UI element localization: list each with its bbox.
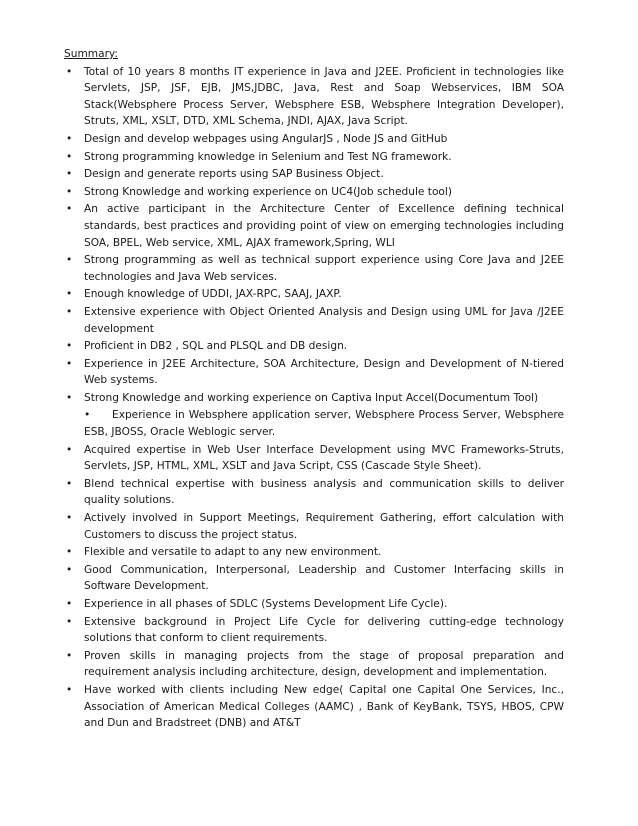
bullet-icon: •: [66, 563, 73, 576]
bullet-icon: •: [66, 477, 73, 490]
summary-item-6: [64, 201, 564, 251]
summary-item-7: [64, 252, 564, 285]
summary-item-text: Flexible and versatile to adapt to any new environment.: [84, 546, 382, 559]
summary-item-17: [64, 544, 564, 561]
summary-item-text: Blend technical expertise with business analysis and communication skills to deliver quality solutions.: [84, 477, 564, 507]
summary-item-4: [64, 166, 564, 183]
summary-item-2: [64, 131, 564, 148]
summary-item-14: [64, 442, 564, 475]
bullet-icon: •: [66, 598, 73, 610]
summary-item-text: Experience in J2EE Architecture, SOA Architecture, Design and Development of N-tiered Web systems.: [84, 357, 564, 387]
bullet-icon: •: [66, 546, 73, 559]
summary-item-text: Design and develop webpages using AngularJS , Node JS and GitHub: [84, 132, 448, 145]
resume-summary-page: [64, 46, 564, 733]
summary-item-text: Good Communication, Interpersonal, Leadership and Customer Interfacing skills in Software Development.: [84, 563, 564, 593]
summary-item-21: [64, 648, 564, 681]
summary-item-9: [64, 304, 564, 337]
summary-item-18: [64, 562, 564, 595]
bullet-icon: •: [66, 683, 73, 696]
bullet-icon: •: [84, 409, 91, 422]
bullet-icon: •: [66, 512, 73, 525]
summary-bullet-list: [64, 64, 564, 732]
summary-item-text: Design and generate reports using SAP Business Object.: [84, 168, 384, 181]
bullet-icon: •: [66, 254, 73, 267]
bullet-icon: •: [66, 649, 73, 662]
bullet-icon: •: [66, 443, 73, 456]
bullet-icon: •: [66, 357, 73, 370]
summary-item-text: An active participant in the Architecture Center of Excellence defining technical standards, best practices and providing point of view on emerging technologies including SOA, BPEL, Web service, XML, AJAX framework,Spring, WLI: [84, 203, 564, 249]
summary-item-16: [64, 510, 564, 543]
bullet-icon: •: [66, 150, 73, 163]
summary-item-text: Actively involved in Support Meetings, Requirement Gathering, effort calculation with Customers to discuss the project status.: [84, 512, 564, 541]
summary-item-text: Strong Knowledge and working experience on Captiva Input Accel(Documentum Tool): [84, 391, 539, 404]
summary-item-20: [64, 614, 564, 647]
summary-item-text: Total of 10 years 8 months IT experience in Java and J2EE. Proficient in technologies like Servlets, JSP, JSF, EJB, JMS,JDBC, Java, Rest and Soap Webservices, IBM SOA Stack(Websphere Process Server, Websphere ESB, Websphere Integration Developer), Struts, XML, XSLT, DTD, XML Schema, JNDI, AJAX, Java Script.: [84, 65, 564, 128]
summary-item-11: [64, 356, 564, 389]
summary-item-10: [64, 338, 564, 355]
summary-item-text: Experience in all phases of SDLC (Systems Development Life Cycle).: [84, 598, 448, 610]
summary-heading: Summary:: [64, 48, 118, 60]
bullet-icon: •: [66, 615, 73, 628]
summary-item-text: Proven skills in managing projects from the stage of proposal preparation and requirement analysis including architecture, design, development and implementation.: [84, 649, 564, 679]
summary-item-19: [64, 596, 564, 613]
summary-item-3: [64, 149, 564, 166]
summary-item-8: [64, 286, 564, 303]
summary-item-text: Extensive background in Project Life Cycle for delivering cutting-edge technology solutions that conform to client requirements.: [84, 615, 564, 645]
bullet-icon: •: [66, 203, 73, 216]
summary-item-text: Strong programming as well as technical support experience using Core Java and J2EE technologies and Java Web services.: [84, 254, 564, 283]
summary-item-text: Experience in Websphere application server, Websphere Process Server, Websphere ESB, JBOSS, Oracle Weblogic server.: [84, 409, 564, 439]
bullet-icon: •: [66, 185, 73, 198]
bullet-icon: •: [66, 132, 73, 145]
summary-item-22: [64, 682, 564, 732]
summary-item-5: [64, 184, 564, 201]
summary-item-text: Strong programming knowledge in Selenium and Test NG framework.: [84, 150, 452, 163]
summary-item-13: [64, 407, 564, 440]
summary-item-text: Proficient in DB2 , SQL and PLSQL and DB design.: [84, 340, 348, 353]
summary-item-15: [64, 476, 564, 509]
summary-item-1: [64, 64, 564, 130]
bullet-icon: •: [66, 305, 73, 318]
bullet-icon: •: [66, 340, 73, 353]
summary-item-text: Acquired expertise in Web User Interface Development using MVC Frameworks-Struts, Servlets, JSP, HTML, XML, XSLT and Java Script, CSS (Cascade Style Sheet).: [84, 443, 564, 473]
summary-item-text: Have worked with clients including New edge( Capital one Capital One Services, Inc., Association of American Medical Colleges (AAMC) , Bank of KeyBank, TSYS, HBOS, CPW and Dun and Bradstreet (DNB) and AT&T: [84, 683, 564, 730]
bullet-icon: •: [66, 391, 73, 404]
summary-item-text: Extensive experience with Object Oriented Analysis and Design using UML for Java /J2EE development: [84, 305, 564, 335]
summary-item-text: Strong Knowledge and working experience on UC4(Job schedule tool): [84, 185, 452, 198]
bullet-icon: •: [66, 288, 73, 301]
bullet-icon: •: [66, 65, 73, 78]
summary-item-12: [64, 390, 564, 407]
bullet-icon: •: [66, 168, 73, 181]
summary-item-text: Enough knowledge of UDDI, JAX-RPC, SAAJ, JAXP.: [84, 288, 342, 301]
